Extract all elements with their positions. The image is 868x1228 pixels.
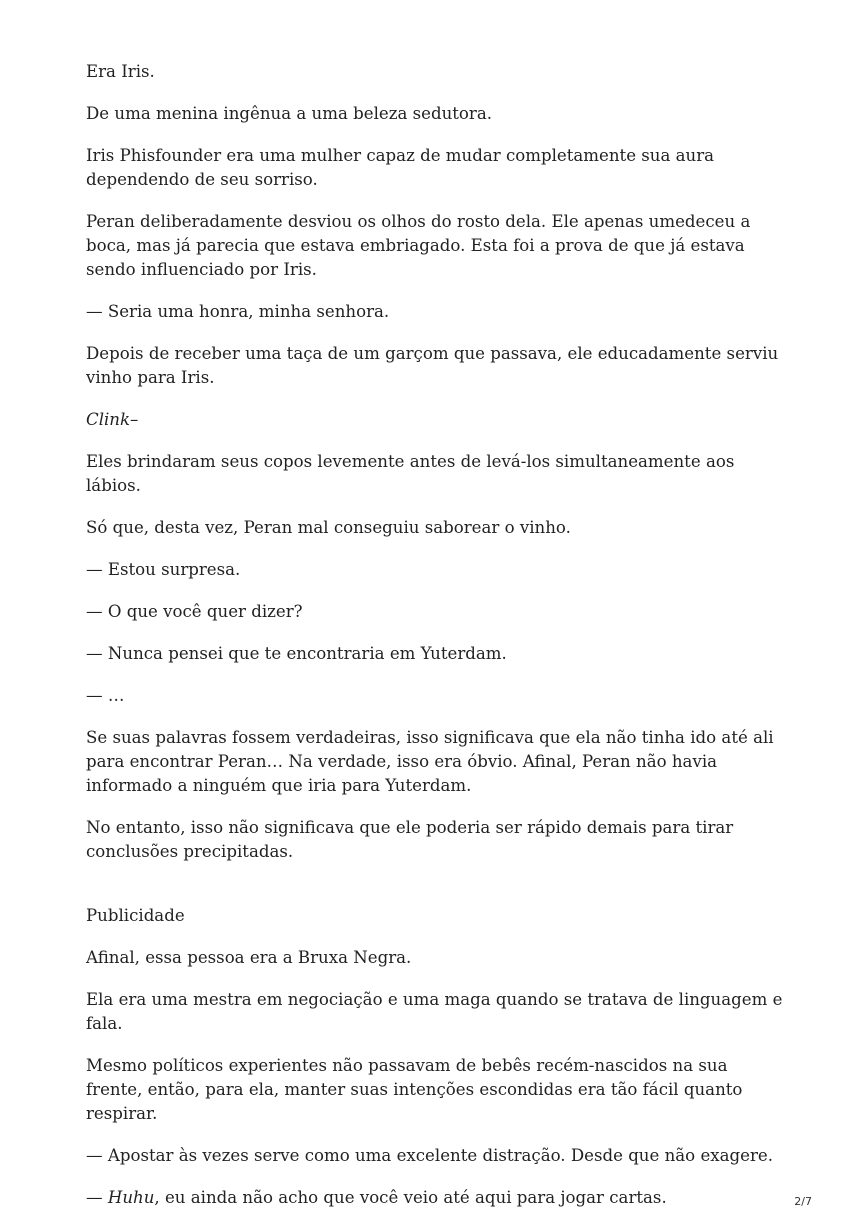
dialogue-line: — Apostar às vezes serve como uma excelente distração. Desde que não exagere. (86, 1146, 773, 1165)
page-number: 2/7 (794, 1195, 812, 1208)
paragraph: Eles brindaram seus copos levemente antes de levá-los simultaneamente aos lábios. (86, 452, 735, 495)
dialogue-line: — O que você quer dizer? (86, 602, 303, 621)
paragraph: Peran deliberadamente desviou os olhos do rosto dela. Ele apenas umedeceu a boca, mas já parecia que estava embriagado. Esta foi a prova de que já estava sendo influenciado por Iris. (86, 212, 751, 279)
paragraph: Afinal, essa pessoa era a Bruxa Negra. (86, 948, 412, 967)
paragraph: Ela era uma mestra em negociação e uma maga quando se tratava de linguagem e fala. (86, 990, 783, 1033)
paragraph: Iris Phisfounder era uma mulher capaz de mudar completamente sua aura dependendo de seu sorriso. (86, 146, 715, 189)
dialogue-line (86, 1186, 786, 1210)
paragraph: No entanto, isso não significava que ele poderia ser rápido demais para tirar conclusões precipitadas. (86, 818, 734, 861)
dialogue-line: — Estou surpresa. (86, 560, 241, 579)
paragraph: De uma menina ingênua a uma beleza sedutora. (86, 104, 493, 123)
sound-effect: Clink– (86, 410, 139, 429)
paragraph: Depois de receber uma taça de um garçom que passava, ele educadamente serviu vinho para Iris. (86, 344, 779, 387)
dialogue-line: — … (86, 686, 125, 705)
paragraph: Só que, desta vez, Peran mal conseguiu saborear o vinho. (86, 518, 571, 537)
dialogue-dash: — (86, 1188, 108, 1207)
dialogue-line: — Nunca pensei que te encontraria em Yuterdam. (86, 644, 507, 663)
italic-word: Huhu (107, 1188, 155, 1207)
paragraph: Era Iris. (86, 62, 155, 81)
advertisement-label: Publicidade (86, 906, 185, 925)
dialogue-rest: , eu ainda não acho que você veio até aqui para jogar cartas. (154, 1188, 667, 1207)
document-body (86, 60, 786, 1228)
paragraph: Se suas palavras fossem verdadeiras, isso significava que ela não tinha ido até ali para encontrar Peran… Na verdade, isso era óbvio. Afinal, Peran não havia informado a ninguém que iria para Yuterdam. (86, 728, 774, 795)
paragraph: Mesmo políticos experientes não passavam de bebês recém-nascidos na sua frente, então, para ela, manter suas intenções escondidas era tão fácil quanto respirar. (86, 1056, 743, 1123)
dialogue-line: — Seria uma honra, minha senhora. (86, 302, 390, 321)
